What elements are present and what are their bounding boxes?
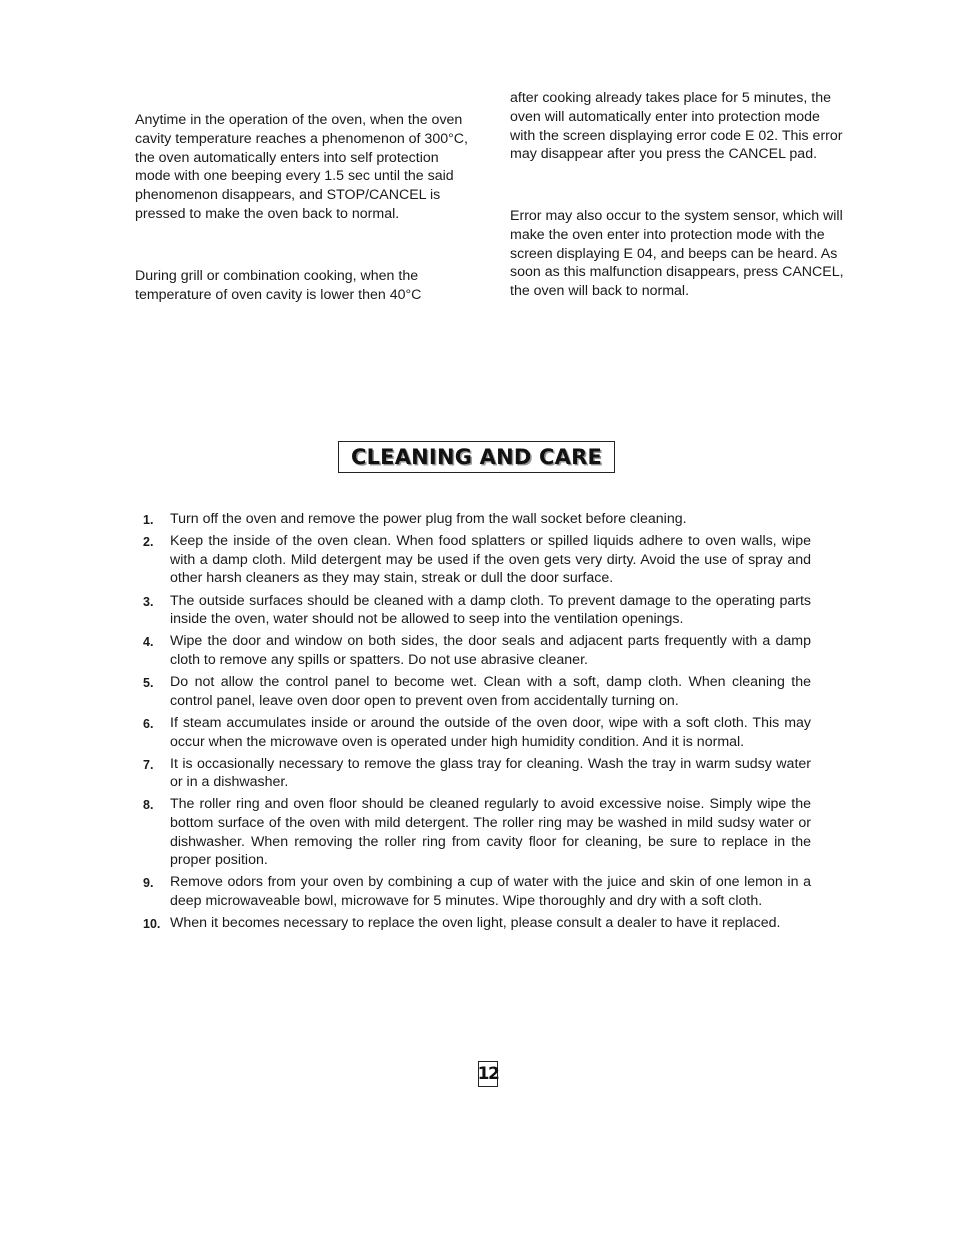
intro-paragraph-grill-continued: after cooking already takes place for 5 minutes, the oven will automatically enter into protection mode with the screen displaying error code E 02. This error may disappear after you press the CANCEL pad. (510, 90, 843, 163)
cleaning-instructions-list (143, 510, 811, 936)
list-item-text: Keep the inside of the oven clean. When food splatters or spilled liquids adhere to oven walls, wipe with a damp cloth. Mild detergent may be used if the oven gets very dirty. Avoid the use of spray and other harsh cleaners as they may stain, streak or dull the door surface. (170, 533, 811, 587)
list-item (143, 795, 811, 869)
list-item-text: Wipe the door and window on both sides, the door seals and adjacent parts frequently with a damp cloth to remove any spills or spatters. Do not use abrasive cleaner. (170, 633, 811, 668)
list-item-number: 5. (143, 676, 154, 691)
list-item-number: 6. (143, 716, 154, 731)
list-item-text: Turn off the oven and remove the power plug from the wall socket before cleaning. (170, 511, 687, 527)
list-item (143, 532, 811, 588)
list-item (143, 873, 811, 910)
list-item-number: 9. (143, 876, 154, 891)
list-item-number: 8. (143, 798, 154, 813)
list-item-text: The outside surfaces should be cleaned with a damp cloth. To prevent damage to the operating parts inside the oven, water should not be allowed to seep into the ventilation openings. (170, 592, 811, 628)
section-title: CLEANING AND CARE (350, 445, 603, 469)
list-item (143, 714, 811, 751)
list-item-number: 4. (143, 635, 154, 650)
list-item-text: Do not allow the control panel to become wet. Clean with a soft, damp cloth. When cleaning the control panel, leave oven door open to prevent oven from accidentally turning on. (170, 674, 811, 709)
intro-paragraph-sensor-error: Error may also occur to the system sensor, which will make the oven enter into protection mode with the screen displaying E 04, and beeps can be heard. As soon as this malfunction disappears, press CANCEL, the oven will back to normal. (510, 208, 844, 300)
intro-paragraph-grill-start: During grill or combination cooking, when the temperature of oven cavity is lower then 40°C (135, 268, 422, 303)
list-item-number: 1. (143, 513, 154, 527)
list-item (143, 510, 811, 529)
list-item (143, 755, 811, 792)
list-item-text: When it becomes necessary to replace the oven light, please consult a dealer to have it replaced. (170, 915, 781, 932)
list-item-text: It is occasionally necessary to remove the glass tray for cleaning. Wash the tray in warm sudsy water or in a dishwasher. (170, 755, 811, 791)
list-item-number: 10. (143, 917, 161, 932)
list-item-number: 3. (143, 594, 154, 609)
list-item-text: The roller ring and oven floor should be cleaned regularly to avoid excessive noise. Simply wipe the bottom surface of the oven with mild detergent. The roller ring may be washed in mild sudsy water or dishwasher. When removing the roller ring from cavity floor for cleaning, be sure to replace in the proper position. (170, 796, 811, 869)
list-item (143, 592, 811, 629)
list-item-text: Remove odors from your oven by combining a cup of water with the juice and skin of one lemon in a deep microwaveable bowl, microwave for 5 minutes. Wipe thoroughly and dry with a soft cloth. (170, 874, 811, 910)
list-item (143, 673, 811, 710)
list-item-number: 2. (143, 535, 154, 550)
list-item-text: If steam accumulates inside or around the outside of the oven door, wipe with a soft cloth. This may occur when the microwave oven is operated under high humidity condition. And it is normal. (170, 714, 811, 750)
list-item (143, 632, 811, 669)
list-item (143, 914, 811, 933)
list-item-number: 7. (143, 757, 154, 772)
section-title-box (338, 441, 615, 473)
intro-paragraph-overheat: Anytime in the operation of the oven, when the oven cavity temperature reaches a phenomenon of 300°C, the oven automatically enters into self protection mode with one beeping every 1.5 sec until the said phenomenon disappears, and STOP/CANCEL is pressed to make the oven back to normal. (135, 112, 468, 222)
page-number: 12 (478, 1061, 498, 1087)
